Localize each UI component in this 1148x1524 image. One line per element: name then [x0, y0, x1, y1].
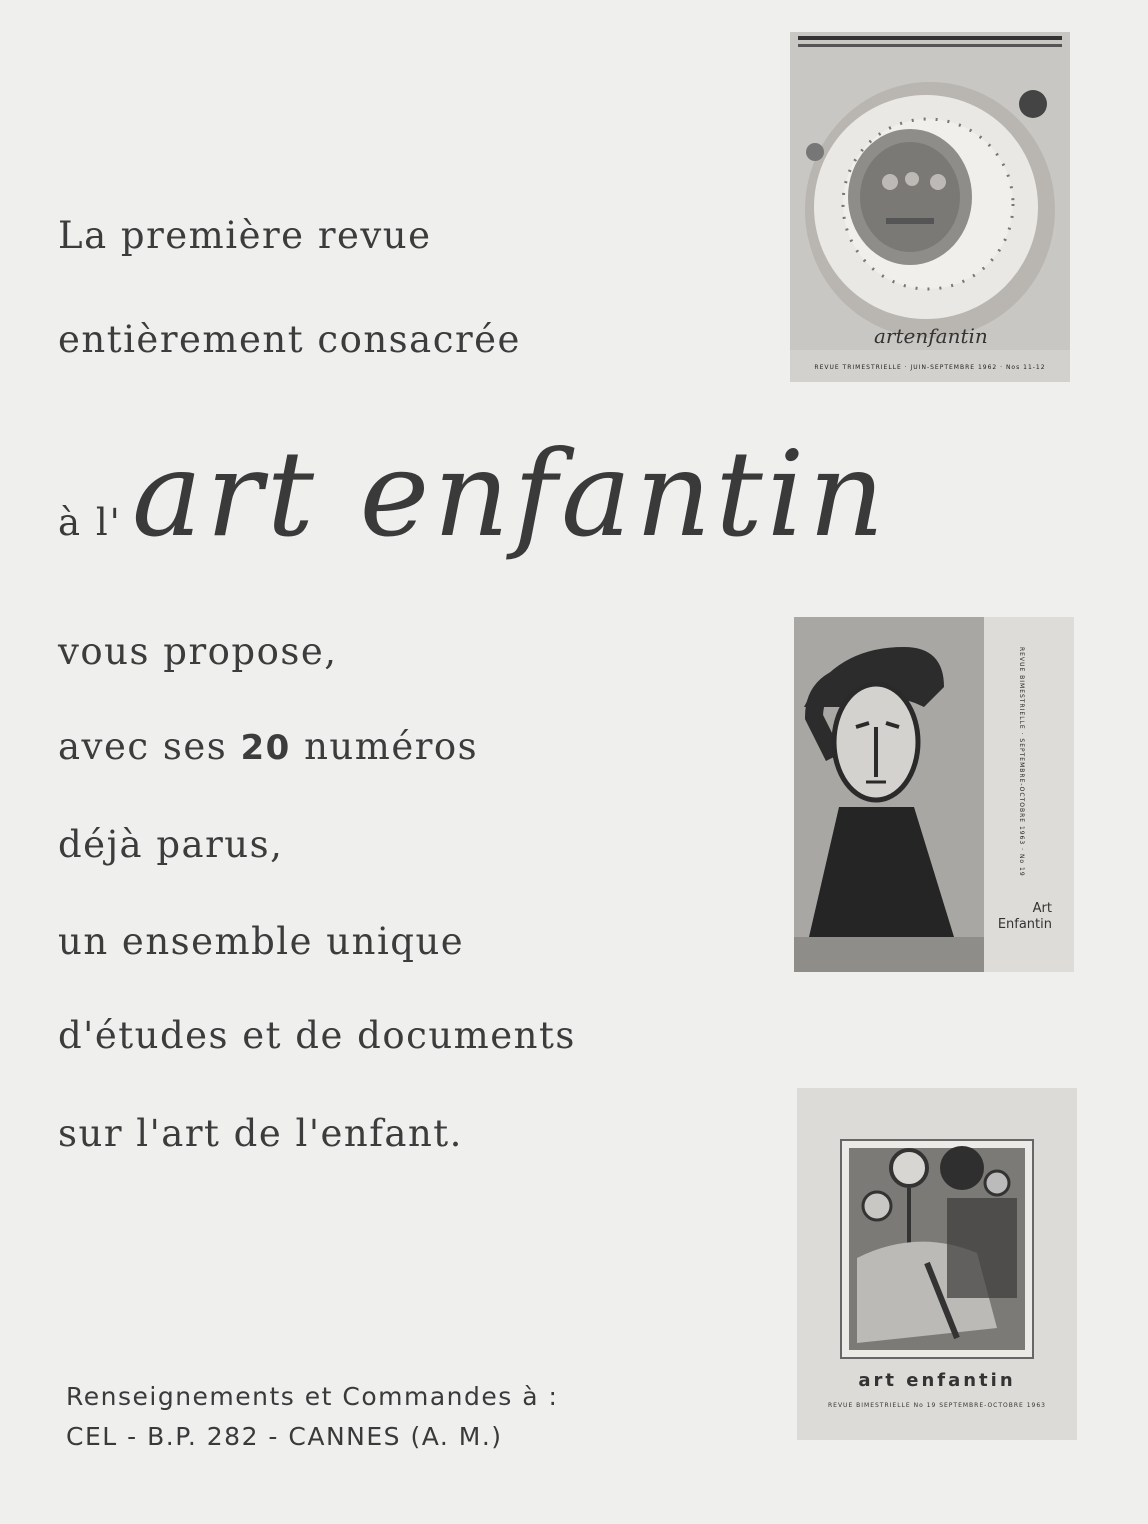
body-line-5: d'études et de documents	[58, 1014, 576, 1057]
cover-1-title: artenfantin	[874, 324, 988, 348]
cover-1-subtitle: REVUE TRIMESTRIELLE · JUIN-SEPTEMBRE 1962 · Nos 11-12	[814, 364, 1046, 371]
issue-count: 20	[240, 728, 291, 768]
cover-2-spine-text: REVUE BIMESTRIELLE · SEPTEMBRE-OCTOBRE 1963 · No 19	[1018, 647, 1025, 877]
body-line-3: déjà parus,	[58, 823, 284, 866]
cover-3-title: art enfantin	[858, 1370, 1016, 1391]
body-line-4: un ensemble unique	[58, 920, 465, 963]
cover-2-title-line-1: Art	[1032, 901, 1052, 916]
headline-line-3	[58, 425, 889, 563]
cover-3-subtitle: REVUE BIMESTRIELLE No 19 SEPTEMBRE-OCTOBRE 1963	[827, 1402, 1046, 1409]
headline-prefix: à l'	[58, 501, 122, 544]
headline-line-1: La première revue	[58, 214, 432, 257]
contact-line-2: CEL - B.P. 282 - CANNES (A. M.)	[66, 1422, 503, 1451]
contact-line-1: Renseignements et Commandes à :	[66, 1382, 559, 1411]
magazine-cover-2	[794, 617, 1074, 972]
body-line-6: sur l'art de l'enfant.	[58, 1112, 463, 1155]
body-line-2-post: numéros	[290, 725, 479, 768]
cover-2-title-line-2: Enfantin	[997, 917, 1052, 932]
magazine-name: art enfantin	[131, 425, 889, 563]
magazine-cover-1	[790, 32, 1070, 382]
body-line-2	[58, 725, 478, 768]
body-line-2-pre: avec ses	[58, 725, 241, 768]
body-line-1: vous propose,	[58, 630, 338, 673]
magazine-cover-3	[797, 1088, 1077, 1440]
headline-line-2: entièrement consacrée	[58, 318, 521, 361]
